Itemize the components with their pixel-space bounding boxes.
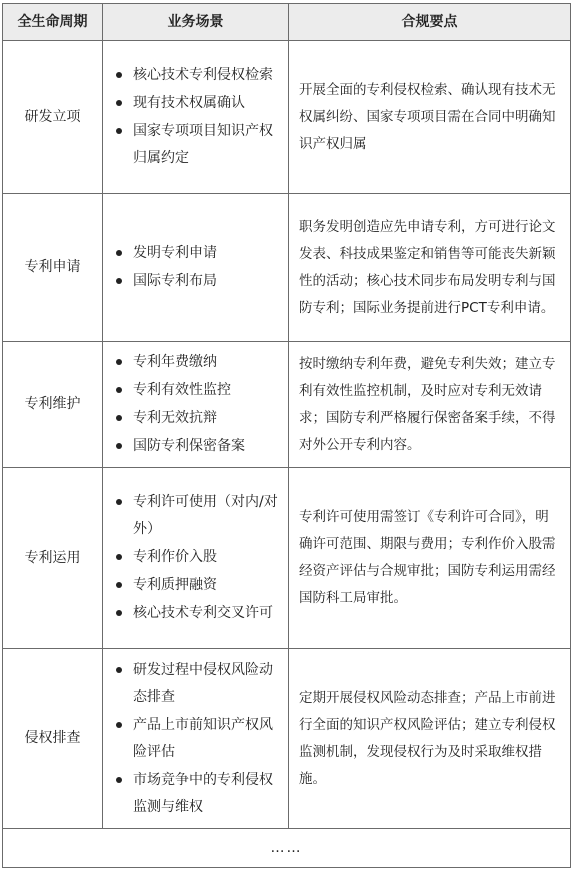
list-item: 国防专利保密备案 (113, 433, 282, 460)
bullet-icon (116, 499, 122, 505)
bullet-icon (116, 610, 122, 616)
list-item: 现有技术权属确认 (113, 90, 282, 117)
scenario-list (113, 240, 282, 295)
stage-cell: 专利维护 (3, 342, 103, 468)
stage-cell: 侵权排查 (3, 649, 103, 829)
header-scenario: 业务场景 (103, 4, 289, 41)
bullet-icon (116, 100, 122, 106)
list-item: 研发过程中侵权风险动态排查 (113, 657, 282, 711)
bullet-icon (116, 278, 122, 284)
list-item: 发明专利申请 (113, 240, 282, 267)
stage-cell: 研发立项 (3, 41, 103, 194)
header-lifecycle: 全生命周期 (3, 4, 103, 41)
header-compliance: 合规要点 (289, 4, 571, 41)
scenario-cell (103, 342, 289, 468)
compliance-table (2, 3, 571, 868)
bullet-icon (116, 359, 122, 365)
footer-row (3, 829, 571, 868)
scenario-list (113, 349, 282, 460)
compliance-cell: 按时缴纳专利年费，避免专利失效；建立专利有效性监控机制，及时应对专利无效请求；国防专利严格履行保密备案手续，不得对外公开专利内容。 (289, 342, 571, 468)
list-item: 专利无效抗辩 (113, 405, 282, 432)
table-row (3, 342, 571, 468)
list-item: 市场竞争中的专利侵权监测与维权 (113, 767, 282, 821)
bullet-icon (116, 250, 122, 256)
list-item: 国家专项项目知识产权归属约定 (113, 118, 282, 172)
list-item: 核心技术专利交叉许可 (113, 600, 282, 627)
list-item: 产品上市前知识产权风险评估 (113, 712, 282, 766)
list-item: 专利作价入股 (113, 544, 282, 571)
bullet-icon (116, 415, 122, 421)
list-item: 专利年费缴纳 (113, 349, 282, 376)
compliance-cell: 开展全面的专利侵权检索、确认现有技术无权属纠纷、国家专项项目需在合同中明确知识产权归属 (289, 41, 571, 194)
scenario-list (113, 62, 282, 172)
bullet-icon (116, 722, 122, 728)
list-item: 专利质押融资 (113, 572, 282, 599)
bullet-icon (116, 387, 122, 393)
compliance-cell: 专利许可使用需签订《专利许可合同》，明确许可范围、期限与费用；专利作价入股需经资产评估与合规审批；国防专利运用需经国防科工局审批。 (289, 468, 571, 649)
table-row (3, 649, 571, 829)
header-row (3, 4, 571, 41)
scenario-cell (103, 194, 289, 342)
table-row (3, 41, 571, 194)
scenario-list (113, 489, 282, 627)
list-item: 专利许可使用（对内/对外） (113, 489, 282, 543)
bullet-icon (116, 443, 122, 449)
list-item: 核心技术专利侵权检索 (113, 62, 282, 89)
scenario-cell (103, 649, 289, 829)
scenario-list (113, 657, 282, 821)
list-item: 专利有效性监控 (113, 377, 282, 404)
scenario-cell (103, 468, 289, 649)
list-item: 国际专利布局 (113, 268, 282, 295)
table-row (3, 468, 571, 649)
continuation-ellipsis: …… (3, 829, 571, 868)
stage-cell: 专利运用 (3, 468, 103, 649)
bullet-icon (116, 667, 122, 673)
compliance-cell: 职务发明创造应先申请专利，方可进行论文发表、科技成果鉴定和销售等可能丧失新颖性的活动；核心技术同步布局发明专利与国防专利；国际业务提前进行PCT专利申请。 (289, 194, 571, 342)
bullet-icon (116, 777, 122, 783)
scenario-cell (103, 41, 289, 194)
bullet-icon (116, 72, 122, 78)
bullet-icon (116, 554, 122, 560)
stage-cell: 专利申请 (3, 194, 103, 342)
compliance-cell: 定期开展侵权风险动态排查；产品上市前进行全面的知识产权风险评估；建立专利侵权监测机制，发现侵权行为及时采取维权措施。 (289, 649, 571, 829)
table-row (3, 194, 571, 342)
bullet-icon (116, 128, 122, 134)
bullet-icon (116, 582, 122, 588)
